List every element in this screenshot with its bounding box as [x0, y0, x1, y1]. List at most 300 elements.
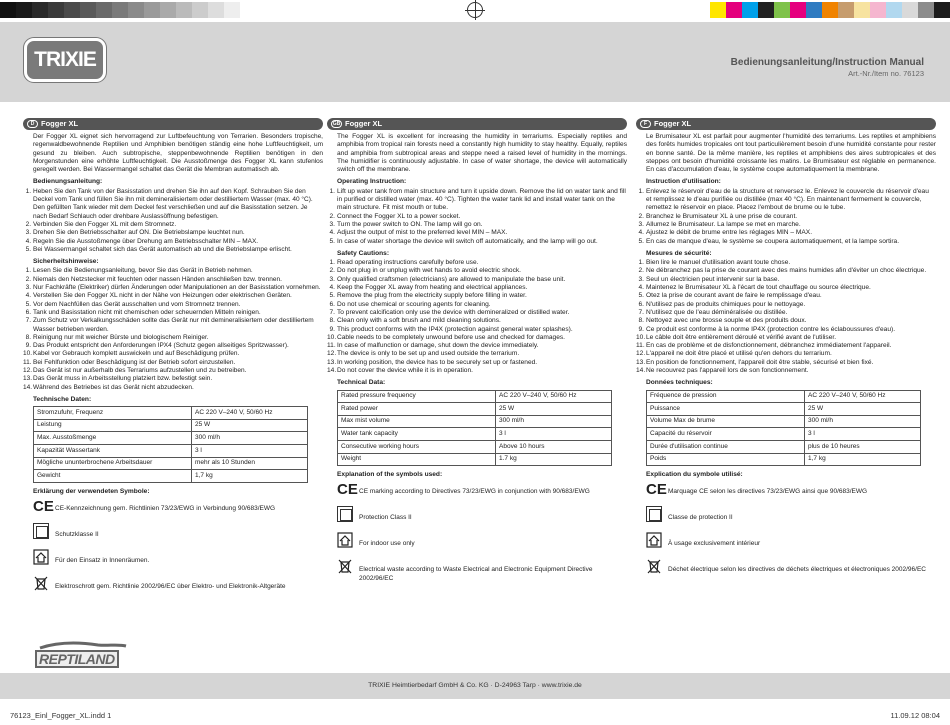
- tech-label: Poids: [647, 453, 805, 466]
- safety-text: En cas de problème et de disfonctionnement, débranchez immédiatement l'appareil.: [646, 342, 892, 350]
- tech-label: Mögliche ununterbrochene Arbeitsdauer: [34, 457, 192, 470]
- step-number: 5.: [25, 245, 31, 253]
- color-swatch: [48, 2, 64, 18]
- item-number: 6.: [329, 300, 335, 308]
- tech-data-table: [646, 390, 921, 467]
- operating-step: [638, 229, 936, 237]
- step-number: 5.: [329, 237, 335, 245]
- item-number: 9.: [25, 342, 31, 350]
- step-number: 1.: [638, 187, 644, 195]
- safety-text: Clean only with a soft brush and mild cleaning solutions.: [337, 317, 501, 325]
- weee-bin-icon: [646, 558, 662, 574]
- item-number: 14.: [327, 367, 337, 375]
- safety-text: En position de fonctionnement, l'appareil doit être stable, sécurisé et bien fixé.: [646, 358, 874, 366]
- column-english: [327, 118, 627, 584]
- item-number: 4.: [329, 284, 335, 292]
- safety-text: Ce produit est conforme à la norme IP4X (protection contre les éclaboussures d'eau).: [646, 325, 896, 333]
- color-swatch: [208, 2, 224, 18]
- intro-text: Der Fogger XL eignet sich hervorragend zur Luftbefeuchtung von Terrarien. Besonders tropische, regenwaldbewohnende Reptilien und Amphibien benötigen ständig eine hohe Luftfeuchtigkeit, um gesund zu bleiben. Auch subtropische, steppenbewohnende Reptilien benötigen in den Morgenstunden eine erhöhte Luftfeuchtigkeit. Die Ausstoßmenge des Fogger XL kann stufenlos geregelt werden. Bei Wassermangel schaltet das Gerät die Membran automatisch ab.: [33, 133, 323, 174]
- symbols-title: Explanation of the symbols used:: [337, 471, 443, 479]
- symbol-row: [337, 558, 627, 584]
- safety-item: [638, 267, 936, 275]
- step-text: En cas de manque d'eau, le système se coupera automatiquement, et la lampe sortira.: [646, 237, 900, 245]
- tech-label: Max mist volume: [338, 415, 496, 428]
- item-number: 2.: [329, 267, 335, 275]
- operating-step: [25, 220, 323, 229]
- step-text: Ajustez le débit de brume entre les réglages MIN – MAX.: [646, 229, 813, 237]
- symbol-text: Schutzklasse II: [55, 531, 99, 539]
- safety-text: Reinigung nur mit weicher Bürste und biologischem Reiniger.: [33, 333, 209, 341]
- symbol-text: À usage exclusivement intérieur: [668, 540, 761, 548]
- item-number: 7.: [25, 317, 31, 325]
- safety-item: [329, 308, 627, 317]
- item-number: 8.: [329, 317, 335, 325]
- operating-step: [329, 212, 627, 221]
- color-swatch: [96, 2, 112, 18]
- safety-text: Le câble doit être entièrement déroulé et vérifié avant de l'utiliser.: [646, 333, 837, 341]
- safety-item: [329, 275, 627, 284]
- safety-item: [25, 275, 323, 284]
- safety-item: [636, 367, 936, 375]
- step-number: 4.: [329, 229, 335, 237]
- item-number: 5.: [638, 292, 644, 300]
- safety-text: Lesen Sie die Bedienungsanleitung, bevor Sie das Gerät in Betrieb nehmen.: [33, 267, 253, 275]
- tech-data-table: [337, 390, 612, 467]
- step-number: 4.: [638, 229, 644, 237]
- safety-text: Während des Betriebes ist das Gerät nicht abzudecken.: [33, 383, 194, 391]
- item-number: 14.: [23, 383, 33, 391]
- tech-label: Gewicht: [34, 470, 192, 483]
- tech-value: 3 l: [496, 428, 612, 441]
- operating-step: [638, 220, 936, 229]
- item-number: 1.: [25, 267, 31, 275]
- safety-text: L'appareil ne doit être placé et utilisé qu'en dehors du terrarium.: [646, 350, 832, 358]
- tech-value: mehr als 10 Stunden: [192, 457, 308, 470]
- tech-label: Water tank capacity: [338, 428, 496, 441]
- tech-row: [647, 390, 921, 403]
- column-german: [23, 118, 323, 601]
- safety-item: [327, 350, 627, 358]
- color-swatch: [758, 2, 774, 18]
- color-swatch: [806, 2, 822, 18]
- color-swatch: [144, 2, 160, 18]
- tech-row: [34, 457, 308, 470]
- tech-label: Fréquence de pression: [647, 390, 805, 403]
- safety-text: Remove the plug from the electricity supply before filling in water.: [337, 292, 527, 300]
- safety-item: [329, 284, 627, 292]
- weee-bin-icon: [33, 575, 49, 591]
- color-swatch: [224, 2, 240, 18]
- symbol-text: Classe de protection II: [668, 514, 733, 522]
- color-swatch: [710, 2, 726, 18]
- tech-row: [647, 453, 921, 466]
- item-number: 4.: [638, 284, 644, 292]
- symbol-row: [646, 558, 936, 584]
- color-swatch: [934, 2, 950, 18]
- item-number: 8.: [25, 333, 31, 341]
- symbol-row: [337, 532, 627, 558]
- indoor-use-icon: [33, 549, 49, 565]
- step-number: 1.: [329, 187, 335, 195]
- safety-item: [25, 308, 323, 317]
- symbol-text: CE-Kennzeichnung gem. Richtlinien 73/23/EWG in Verbindung 90/683/EWG: [55, 505, 276, 513]
- item-number: 3.: [25, 284, 31, 292]
- operating-title: Instruction d'utilisation:: [646, 178, 721, 186]
- tech-label: Rated power: [338, 403, 496, 416]
- step-text: In case of water shortage the device will switch off automatically, and the lamp will go out.: [337, 237, 598, 245]
- tech-label: Durée d'utilisation continue: [647, 440, 805, 453]
- safety-list: [23, 267, 323, 391]
- tech-value: AC 220 V–240 V, 50/60 Hz: [805, 390, 921, 403]
- item-number: 1.: [638, 259, 644, 267]
- section-title: Fogger XL: [345, 118, 383, 128]
- safety-item: [638, 284, 936, 292]
- safety-text: N'utilisez pas de produits chimiques pour le nettoyage.: [646, 300, 806, 308]
- tech-label: Puissance: [647, 403, 805, 416]
- section-heading: [327, 118, 627, 130]
- color-swatch: [192, 2, 208, 18]
- safety-text: Vor dem Nachfüllen das Gerät ausschalten und vom Stromnetz trennen.: [33, 300, 241, 308]
- step-text: Enlevez le réservoir d'eau de la structure et renversez le. Enlevez le couvercle du réservoir d'eau et remplissez le d'eau purifiée ou distillée (max 40 °C). En maintenant fermement le couvercle, remettez le réservoir en place. Placez l'embout de brume ou le tube.: [646, 187, 929, 212]
- safety-list: [636, 259, 936, 375]
- step-number: 2.: [329, 212, 335, 220]
- safety-item: [638, 292, 936, 300]
- tech-label: Leistung: [34, 419, 192, 432]
- item-number: 12.: [636, 350, 646, 358]
- color-swatch: [902, 2, 918, 18]
- safety-text: Bei Fehlfunktion oder Beschädigung ist der Betrieb sofort einzustellen.: [33, 358, 236, 366]
- step-text: Verbinden Sie den Fogger XL mit dem Stromnetz.: [33, 220, 177, 228]
- tech-value: AC 220 V–240 V, 50/60 Hz: [192, 407, 308, 420]
- svg-text:CE: CE: [33, 498, 54, 516]
- trixie-logo: TRIXIE: [24, 38, 106, 82]
- safety-item: [327, 333, 627, 342]
- safety-text: Do not use chemical or scouring agents for cleaning.: [337, 300, 491, 308]
- safety-item: [638, 325, 936, 334]
- indoor-use-icon: [337, 532, 353, 548]
- safety-text: Otez la prise de courant avant de faire le remplissage d'eau.: [646, 292, 822, 300]
- operating-step: [25, 245, 323, 254]
- safety-list: [327, 259, 627, 375]
- safety-item: [329, 325, 627, 334]
- tech-label: Volume Max de brume: [647, 415, 805, 428]
- tech-label: Capacité du réservoir: [647, 428, 805, 441]
- safety-text: Ne recouvrez pas l'appareil lors de son fonctionnement.: [646, 367, 809, 375]
- section-heading: [636, 118, 936, 130]
- safety-item: [23, 383, 323, 392]
- safety-item: [25, 292, 323, 300]
- step-number: 5.: [638, 237, 644, 245]
- safety-item: [25, 317, 323, 334]
- item-number: 10.: [636, 333, 646, 341]
- language-flag-icon: D: [27, 120, 38, 128]
- safety-text: N'utilisez que de l'eau déminéralisée ou distillée.: [646, 308, 788, 316]
- operating-step: [638, 237, 936, 246]
- intro-text: Le Brumisateur XL est parfait pour augmenter l'humidité des terrariums. Les reptiles et amphibiens des forêts humides tropicales ont tout particulièrement besoin d'une humidité constante pour rester en bonne santé. De la même manière, les reptiles et amphibiens des aires subtropicales et des steppes ont besoin d'humidité croissante les matins. Le Brumisateur est réglable en permanence. En cas d'accumulation d'eau, le système coupe automatiquement la membrane.: [646, 133, 936, 174]
- operating-step: [329, 220, 627, 229]
- item-number: 3.: [329, 275, 335, 283]
- item-number: 13.: [23, 375, 33, 383]
- color-swatch: [774, 2, 790, 18]
- operating-title: Bedienungsanleitung:: [33, 178, 103, 186]
- safety-text: Only qualified craftsmen (electricians) are allowed to manipulate the base unit.: [337, 275, 566, 283]
- symbol-row: [33, 523, 323, 549]
- item-number: 13.: [327, 358, 337, 366]
- safety-text: Nur Fachkräfte (Elektriker) dürfen Änderungen oder Manipulationen an der Basisstation vornehmen.: [33, 284, 321, 292]
- color-swatch: [790, 2, 806, 18]
- safety-text: Seul un électricien peut intervenir sur la base.: [646, 275, 780, 283]
- item-number: 12.: [23, 367, 33, 375]
- operating-steps: [25, 187, 323, 254]
- step-text: Adjust the output of mist to the preferred level MIN – MAX.: [337, 229, 508, 237]
- tech-data-title: Technical Data:: [337, 379, 386, 387]
- safety-item: [329, 259, 627, 267]
- symbol-text: Protection Class II: [359, 514, 412, 522]
- tech-row: [647, 428, 921, 441]
- color-swatch: [838, 2, 854, 18]
- safety-item: [25, 267, 323, 275]
- operating-step: [329, 237, 627, 246]
- tech-row: [34, 407, 308, 420]
- step-number: 2.: [638, 212, 644, 220]
- tech-row: [338, 415, 612, 428]
- item-number: 4.: [25, 292, 31, 300]
- safety-item: [23, 350, 323, 358]
- tech-row: [34, 444, 308, 457]
- safety-text: Das Gerät ist nur außerhalb des Terrariums aufzustellen und zu betreiben.: [33, 367, 247, 375]
- operating-step: [329, 229, 627, 237]
- tech-value: 3 l: [192, 444, 308, 457]
- tech-value: 300 ml/h: [192, 432, 308, 445]
- item-number: 6.: [638, 300, 644, 308]
- item-number: 5.: [25, 300, 31, 308]
- tech-value: 300 ml/h: [496, 415, 612, 428]
- registration-mark-icon: [467, 2, 483, 18]
- tech-label: Weight: [338, 453, 496, 466]
- safety-text: The device is only to be set up and used outside the terrarium.: [337, 350, 520, 358]
- section-title: Fogger XL: [654, 118, 692, 128]
- safety-text: Do not plug in or unplug with wet hands to avoid electric shock.: [337, 267, 521, 275]
- intro-text: The Fogger XL is excellent for increasing the humidity in terrariums. Especially reptiles and amphibia from tropical rain forests need a constantly high humidity to stay healthy. Equally, reptiles and amphibia from subtropical areas and steppe need a raised level of humidity in the mornings. The humidifier is continuously adjustable. In case of water shortage, the device will automatically switch off the membrane.: [337, 133, 627, 174]
- safety-item: [329, 300, 627, 309]
- safety-text: Maintenez le Brumisateur XL à l'écart de tout chauffage ou source électrique.: [646, 284, 871, 292]
- safety-text: Ne débranchez pas la prise de courant avec des mains humides afin d'éviter un choc électrique.: [646, 267, 927, 275]
- symbol-text: Marquage CE selon les directives 73/23/EWG ainsi que 90/683/EWG: [668, 488, 868, 496]
- safety-text: Kabel vor Gebrauch komplett auswickeln und auf Beschädigung prüfen.: [33, 350, 240, 358]
- color-swatch: [918, 2, 934, 18]
- color-swatch: [80, 2, 96, 18]
- operating-step: [638, 187, 936, 213]
- step-number: 4.: [25, 237, 31, 245]
- safety-text: In working position, the device has to be securely set up or fastened.: [337, 358, 538, 366]
- gecko-icon: [38, 640, 128, 650]
- symbols-title: Erklärung der verwendeten Symbole:: [33, 487, 150, 495]
- safety-item: [23, 367, 323, 375]
- tech-data-title: Technische Daten:: [33, 395, 92, 403]
- safety-text: Cable needs to be completely unwound before use and checked for damages.: [337, 333, 565, 341]
- safety-text: Nettoyez avec une brosse souple et des produits doux.: [646, 317, 807, 325]
- safety-item: [25, 284, 323, 292]
- safety-title: Mesures de sécurité:: [646, 249, 712, 257]
- safety-title: Sicherheitshinweise:: [33, 258, 99, 266]
- item-number: 13.: [636, 358, 646, 366]
- item-number: 10.: [327, 333, 337, 341]
- safety-text: In case of malfunction or damage, shut down the device immediately.: [337, 342, 539, 350]
- color-swatch: [886, 2, 902, 18]
- safety-item: [636, 342, 936, 350]
- safety-text: Verstellen Sie den Fogger XL nicht in der Nähe von Heizungen oder elektrischen Geräten.: [33, 292, 292, 300]
- tech-data-table: [33, 406, 308, 483]
- tech-row: [647, 415, 921, 428]
- color-swatch: [0, 2, 16, 18]
- protection-class-ii-icon: [337, 506, 353, 522]
- item-number: 2.: [25, 275, 31, 283]
- safety-item: [638, 259, 936, 267]
- item-number: 10.: [23, 350, 33, 358]
- language-flag-icon: GB: [332, 121, 341, 127]
- tech-value: 25 W: [496, 403, 612, 416]
- tech-value: 25 W: [192, 419, 308, 432]
- tech-label: Stromzufuhr, Frequenz: [34, 407, 192, 420]
- safety-item: [23, 375, 323, 383]
- safety-text: Read operating instructions carefully before use.: [337, 259, 479, 267]
- step-number: 3.: [638, 220, 644, 228]
- safety-item: [327, 358, 627, 367]
- tech-value: 1,7 kg: [805, 453, 921, 466]
- manual-title: Bedienungsanleitung/Instruction Manual: [730, 57, 924, 68]
- tech-value: 1,7 kg: [192, 470, 308, 483]
- footer-address: TRIXIE Heimtierbedarf GmbH & Co. KG · D-24963 Tarp · www.trixie.de: [368, 682, 582, 689]
- section-heading: [23, 118, 323, 130]
- step-text: Lift up water tank from main structure and turn it upside down. Remove the lid on water tank and fill in purified or distilled water (max. 40 °C). Tighten the water tank lid and install water tank on the main structure. Fit mist mouth or tube.: [337, 187, 626, 212]
- symbol-row: [33, 497, 323, 523]
- reptiland-logo: REPTILAND: [30, 640, 134, 668]
- step-text: Branchez le Brumisateur XL à une prise de courant.: [646, 212, 798, 220]
- safety-title: Safety Cautions:: [337, 249, 390, 257]
- safety-item: [329, 317, 627, 325]
- color-swatch: [742, 2, 758, 18]
- safety-item: [636, 350, 936, 358]
- color-swatch: [160, 2, 176, 18]
- color-swatch: [16, 2, 32, 18]
- tech-row: [338, 428, 612, 441]
- safety-item: [23, 358, 323, 367]
- symbol-text: Elektroschrott gem. Richtlinie 2002/96/EC über Elektro- und Elektronik-Altgeräte: [55, 583, 286, 591]
- step-number: 3.: [25, 229, 31, 237]
- tech-label: Kapazität Wassertank: [34, 444, 192, 457]
- symbol-row: [646, 532, 936, 558]
- symbol-text: CE marking according to Directives 73/23/EWG in conjunction with 90/683/EWG: [359, 488, 590, 496]
- tech-row: [647, 440, 921, 453]
- item-number: 7.: [638, 308, 644, 316]
- item-number: 7.: [329, 308, 335, 316]
- item-number: 12.: [327, 350, 337, 358]
- svg-text:CE: CE: [337, 481, 358, 499]
- safety-text: Keep the Fogger XL away from heating and electrical appliances.: [337, 284, 528, 292]
- safety-item: [636, 333, 936, 342]
- step-number: 1.: [25, 187, 31, 195]
- item-number: 9.: [638, 325, 644, 333]
- step-text: Turn the power switch to ON. The lamp will go on.: [337, 220, 483, 228]
- step-text: Regeln Sie die Ausstoßmenge über Drehung am Betriebsschalter MIN – MAX.: [33, 237, 259, 245]
- symbol-text: Déchet électrique selon les directives de déchets électriques et électroniques 2002/96/EC: [668, 566, 926, 574]
- safety-text: To prevent calcification only use the device with demineralized or distilled water.: [337, 308, 570, 316]
- tech-label: Max. Ausstoßmenge: [34, 432, 192, 445]
- tech-label: Consecutive working hours: [338, 440, 496, 453]
- step-text: Bei Wassermangel schaltet sich das Gerät automatisch ab und die Betriebslampe erlischt.: [33, 245, 292, 253]
- tech-row: [34, 470, 308, 483]
- tech-value: 300 ml/h: [805, 415, 921, 428]
- weee-bin-icon: [337, 558, 353, 574]
- protection-class-ii-icon: [33, 523, 49, 539]
- safety-text: Das Gerät muss in Arbeitsstellung platziert bzw. befestigt sein.: [33, 375, 213, 383]
- tech-label: Rated pressure frequency: [338, 390, 496, 403]
- symbol-row: [337, 506, 627, 532]
- color-swatch: [854, 2, 870, 18]
- tech-row: [34, 419, 308, 432]
- item-number: Art.-Nr./Item no. 76123: [848, 69, 924, 78]
- safety-item: [25, 300, 323, 309]
- item-number: 6.: [25, 308, 31, 316]
- tech-value: 25 W: [805, 403, 921, 416]
- tech-row: [338, 453, 612, 466]
- color-swatch: [822, 2, 838, 18]
- tech-value: 3 l: [805, 428, 921, 441]
- safety-item: [327, 367, 627, 375]
- symbol-row: [33, 575, 323, 601]
- symbol-text: Electrical waste according to Waste Electrical and Electronic Equipment Directive 2002/96/EC: [359, 566, 593, 582]
- ce-mark-icon: [337, 480, 358, 499]
- tech-row: [338, 390, 612, 403]
- safety-item: [638, 317, 936, 325]
- color-swatch: [112, 2, 128, 18]
- safety-text: Do not cover the device while it is in operation.: [337, 367, 473, 375]
- language-flag-icon: F: [640, 120, 651, 128]
- safety-item: [638, 275, 936, 284]
- symbols-title: Explication du symbole utilisé:: [646, 471, 743, 479]
- color-swatch: [176, 2, 192, 18]
- symbol-row: [646, 480, 936, 506]
- item-number: 11.: [636, 342, 645, 350]
- tech-value: 1.7 kg: [496, 453, 612, 466]
- step-text: Drehen Sie den Betriebsschalter auf ON. Die Betriebslampe leuchtet nun.: [33, 229, 245, 237]
- operating-step: [25, 229, 323, 237]
- tech-value: AC 220 V–240 V, 50/60 Hz: [496, 390, 612, 403]
- operating-title: Operating Instruction:: [337, 178, 407, 186]
- color-swatch: [870, 2, 886, 18]
- operating-steps: [638, 187, 936, 246]
- date-slug: 11.09.12 08:04: [890, 711, 940, 720]
- safety-item: [636, 358, 936, 367]
- item-number: 14.: [636, 367, 646, 375]
- step-text: Allumez le Brumisateur. La lampe se met en marche.: [646, 220, 801, 228]
- safety-text: Das Produkt entspricht den Anforderungen IPX4 (Schutz gegen allseitiges Spritzwasser).: [33, 342, 289, 350]
- tech-row: [338, 403, 612, 416]
- item-number: 5.: [329, 292, 335, 300]
- color-swatch: [64, 2, 80, 18]
- item-number: 8.: [638, 317, 644, 325]
- indoor-use-icon: [646, 532, 662, 548]
- ce-mark-icon: [646, 480, 667, 499]
- operating-step: [329, 187, 627, 213]
- tech-value: Above 10 hours: [496, 440, 612, 453]
- symbol-row: [337, 480, 627, 506]
- column-french: [636, 118, 936, 584]
- color-swatch: [32, 2, 48, 18]
- item-number: 9.: [329, 325, 335, 333]
- safety-item: [25, 333, 323, 342]
- safety-item: [638, 300, 936, 309]
